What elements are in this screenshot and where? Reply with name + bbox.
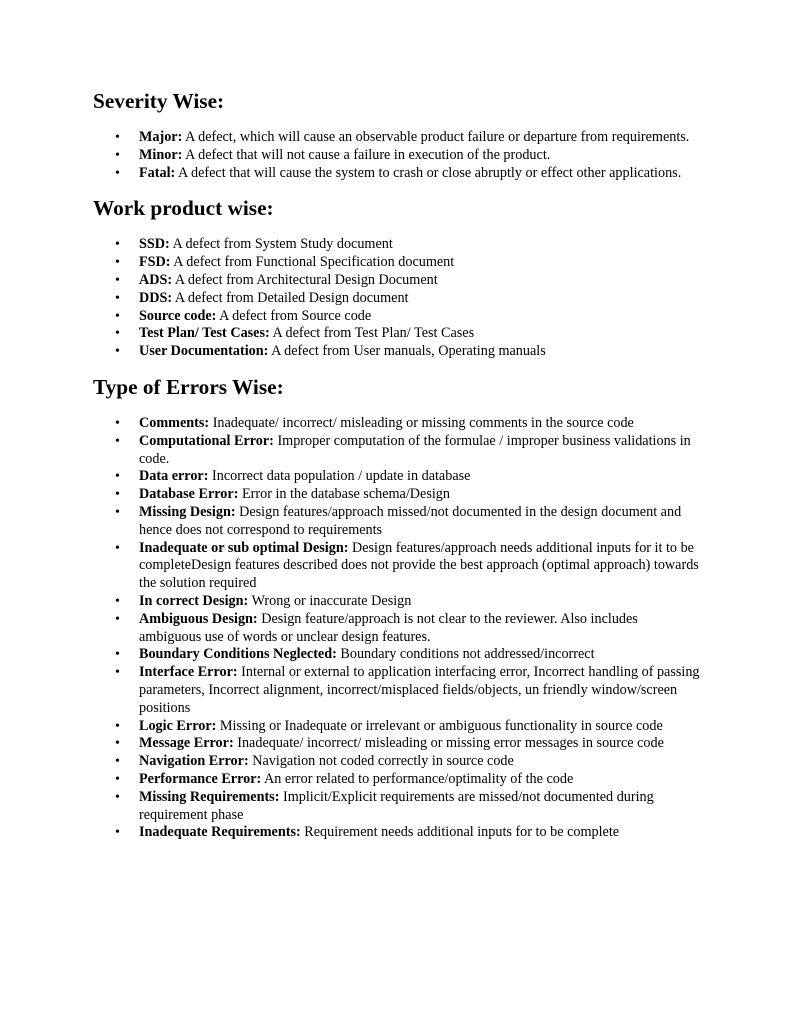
section-error-types [93,374,703,842]
item-term: Source code: [139,307,217,324]
item-description: A defect from Source code [219,307,372,324]
item-description: Boundary conditions not addressed/incorrect [340,646,595,663]
item-description: Internal or external to application interfacing error, Incorrect handling of passing parameters, Incorrect alignment, incorrect/misplaced fields/objects, un friendly window/screen positions [139,664,700,716]
item-term: Database Error: [139,486,239,503]
item-description: Improper computation of the formulae / improper business validations in code. [139,432,691,467]
item-term: FSD: [139,254,171,271]
item-description: Missing or Inadequate or irrelevant or ambiguous functionality in source code [219,717,663,734]
item-term: Inadequate or sub optimal Design: [139,539,349,556]
list-item [93,165,703,183]
item-description: Design feature/approach is not clear to the reviewer. Also includes ambiguous use of words or unclear design features. [139,610,638,645]
item-term: In correct Design: [139,592,249,609]
item-description: A defect that will cause the system to crash or close abruptly or effect other applications. [178,164,682,181]
list-item [93,824,703,842]
list-item [93,325,703,343]
item-description: Wrong or inaccurate Design [251,592,412,609]
list-item [93,718,703,736]
item-description: Implicit/Explicit requirements are missed/not documented during requirement phase [139,788,654,823]
list-item [93,343,703,361]
section-severity [93,89,703,182]
list-item [93,486,703,504]
item-description: Navigation not coded correctly in source code [252,753,514,770]
item-term: Computational Error: [139,432,274,449]
item-term: Missing Design: [139,503,236,520]
list-item [93,236,703,254]
item-term: Comments: [139,414,210,431]
item-description: A defect from Functional Specification document [173,254,455,271]
list-item [93,468,703,486]
list-item [93,308,703,326]
item-term: Test Plan/ Test Cases: [139,325,270,342]
item-term: Minor: [139,146,183,163]
item-description: A defect from User manuals, Operating manuals [271,343,546,360]
item-term: Data error: [139,468,209,485]
list-item [93,290,703,308]
list-item [93,415,703,433]
list-item [93,611,703,647]
list-item [93,646,703,664]
item-term: Boundary Conditions Neglected: [139,646,337,663]
list-item [93,272,703,290]
item-description: A defect from Detailed Design document [174,289,409,306]
list-item [93,735,703,753]
work-product-list [93,236,703,361]
item-term: Major: [139,129,183,145]
item-description: Design features/approach needs additional inputs for it to be completeDesign features described does not provide the best approach (optimal approach) towards the solution required [139,539,699,592]
document-page [93,89,703,842]
item-term: Message Error: [139,735,234,752]
item-term: Fatal: [139,164,176,181]
item-description: A defect from Architectural Design Document [174,271,438,288]
item-term: Interface Error: [139,664,238,681]
item-description: Design features/approach missed/not documented in the design document and hence does not correspond to requirements [139,503,682,538]
item-description: Inadequate/ incorrect/ misleading or missing error messages in source code [237,735,664,752]
item-description: Incorrect data population / update in database [212,468,471,485]
item-term: Ambiguous Design: [139,610,258,627]
section-heading: Work product wise: [93,196,274,221]
list-item [93,540,703,593]
list-item [93,433,703,469]
item-description: Error in the database schema/Design [241,486,450,503]
list-item [93,771,703,789]
item-term: Inadequate Requirements: [139,824,301,841]
item-description: Requirement needs additional inputs for to be complete [304,824,620,841]
list-item [93,593,703,611]
item-term: Navigation Error: [139,753,249,770]
item-term: Performance Error: [139,770,262,787]
item-term: User Documentation: [139,343,269,360]
item-description: A defect from Test Plan/ Test Cases [272,325,475,342]
item-description: A defect that will not cause a failure in execution of the product. [185,146,551,163]
item-description: Inadequate/ incorrect/ misleading or missing comments in the source code [212,414,634,431]
item-description: A defect, which will cause an observable product failure or departure from requirements. [185,129,690,145]
item-term: Missing Requirements: [139,788,280,805]
item-term: Logic Error: [139,717,217,734]
item-description: An error related to performance/optimality of the code [264,770,574,787]
list-item [93,664,703,717]
error-types-list [93,415,703,842]
item-term: SSD: [139,236,170,253]
list-item [93,129,703,147]
section-heading: Type of Errors Wise: [93,374,284,399]
section-heading: Severity Wise: [93,89,225,113]
item-description: A defect from System Study document [172,236,393,253]
list-item [93,147,703,165]
severity-list [93,129,703,182]
item-term: ADS: [139,271,173,288]
list-item [93,789,703,825]
section-work-product [93,196,703,361]
item-term: DDS: [139,289,173,306]
list-item [93,753,703,771]
list-item [93,254,703,272]
list-item [93,504,703,540]
